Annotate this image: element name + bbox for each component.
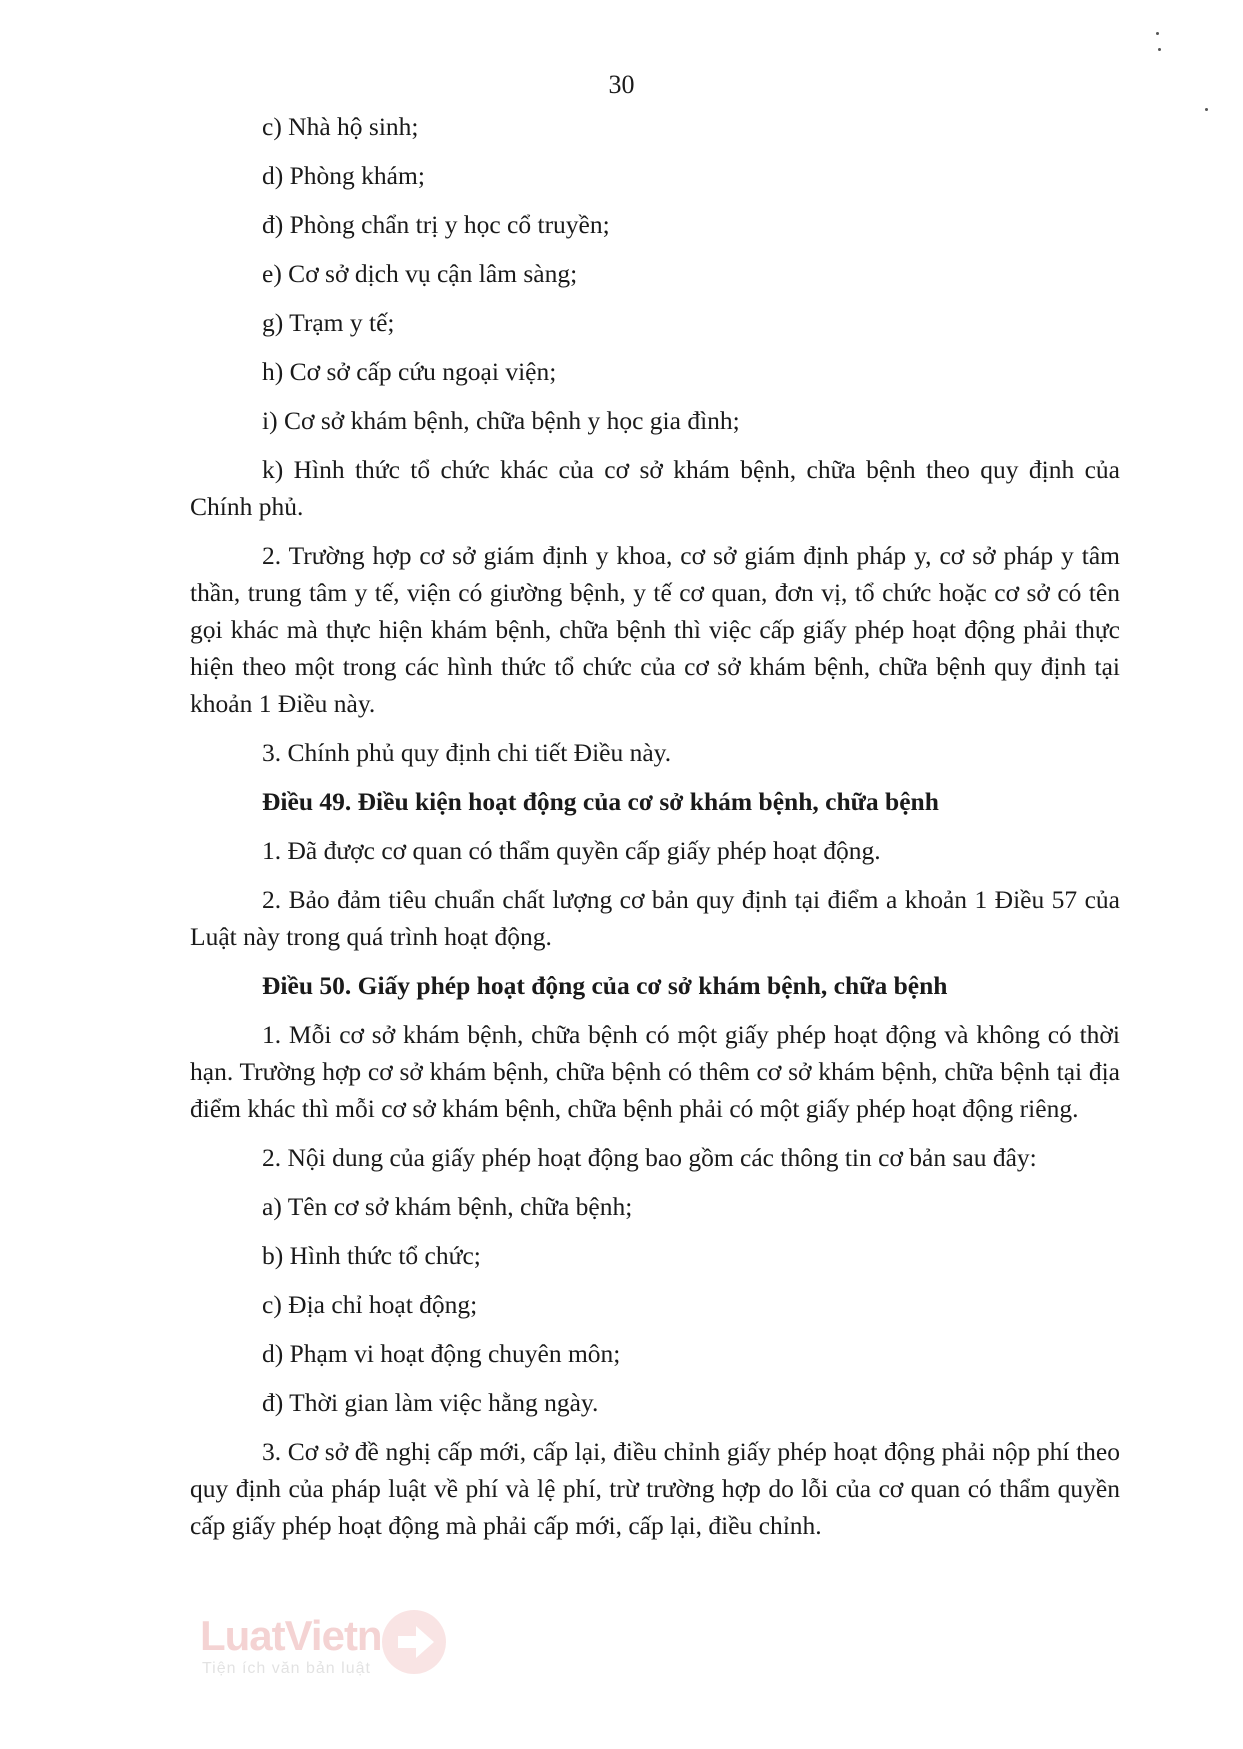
arrow-right-icon [378, 1606, 450, 1678]
list-item: e) Cơ sở dịch vụ cận lâm sàng; [262, 259, 578, 288]
list-item: a) Tên cơ sở khám bệnh, chữa bệnh; [262, 1192, 633, 1221]
clause-paragraph: 2. Bảo đảm tiêu chuẩn chất lượng cơ bản quy định tại điểm a khoản 1 Điều 57 của Luật này trong quá trình hoạt động. [190, 885, 1120, 951]
scan-dot [1158, 48, 1161, 51]
document-body [190, 108, 1120, 1556]
watermark-brand: LuatVietnam [200, 1612, 441, 1659]
clause-paragraph: 2. Nội dung của giấy phép hoạt động bao gồm các thông tin cơ bản sau đây: [262, 1143, 1037, 1172]
list-item: k) Hình thức tổ chức khác của cơ sở khám bệnh, chữa bệnh theo quy định của Chính phủ. [190, 455, 1120, 521]
list-item: d) Phạm vi hoạt động chuyên môn; [262, 1339, 621, 1368]
watermark-logo [200, 1612, 460, 1682]
list-item: d) Phòng khám; [262, 161, 425, 190]
list-item: g) Trạm y tế; [262, 308, 395, 337]
page-number: 30 [608, 70, 635, 99]
clause-paragraph: 3. Cơ sở đề nghị cấp mới, cấp lại, điều chỉnh giấy phép hoạt động phải nộp phí theo quy định của pháp luật về phí và lệ phí, trừ trường hợp do lỗi của cơ quan có thẩm quyền cấp giấy phép hoạt động mà phải cấp mới, cấp lại, điều chỉnh. [190, 1437, 1120, 1540]
list-item: h) Cơ sở cấp cứu ngoại viện; [262, 357, 557, 386]
list-item: c) Địa chỉ hoạt động; [262, 1290, 478, 1319]
watermark-tagline: Tiện ích văn bản luật [202, 1660, 371, 1677]
clause-paragraph: 1. Đã được cơ quan có thẩm quyền cấp giấy phép hoạt động. [262, 836, 881, 865]
scan-dot [1205, 108, 1208, 111]
scan-dot [1156, 32, 1159, 35]
list-item: c) Nhà hộ sinh; [262, 112, 419, 141]
clause-paragraph: 2. Trường hợp cơ sở giám định y khoa, cơ sở giám định pháp y, cơ sở pháp y tâm thần, trung tâm y tế, viện có giường bệnh, y tế cơ quan, đơn vị, tổ chức hoặc cơ sở có tên gọi khác mà thực hiện khám bệnh, chữa bệnh thì việc cấp giấy phép hoạt động phải thực hiện theo một trong các hình thức tổ chức của cơ sở khám bệnh, chữa bệnh quy định tại khoản 1 Điều này. [190, 541, 1120, 718]
clause-paragraph: 3. Chính phủ quy định chi tiết Điều này. [262, 738, 672, 767]
article-heading: Điều 49. Điều kiện hoạt động của cơ sở khám bệnh, chữa bệnh [262, 787, 939, 816]
list-item: b) Hình thức tổ chức; [262, 1241, 481, 1270]
clause-paragraph: 1. Mỗi cơ sở khám bệnh, chữa bệnh có một giấy phép hoạt động và không có thời hạn. Trường hợp cơ sở khám bệnh, chữa bệnh có thêm cơ sở khám bệnh, chữa bệnh tại địa điểm khác thì mỗi cơ sở khám bệnh, chữa bệnh phải có một giấy phép hoạt động riêng. [190, 1020, 1120, 1123]
article-heading: Điều 50. Giấy phép hoạt động của cơ sở khám bệnh, chữa bệnh [262, 971, 948, 1000]
list-item: đ) Phòng chẩn trị y học cổ truyền; [262, 210, 610, 239]
list-item: i) Cơ sở khám bệnh, chữa bệnh y học gia đình; [262, 406, 740, 435]
list-item: đ) Thời gian làm việc hằng ngày. [262, 1388, 599, 1417]
